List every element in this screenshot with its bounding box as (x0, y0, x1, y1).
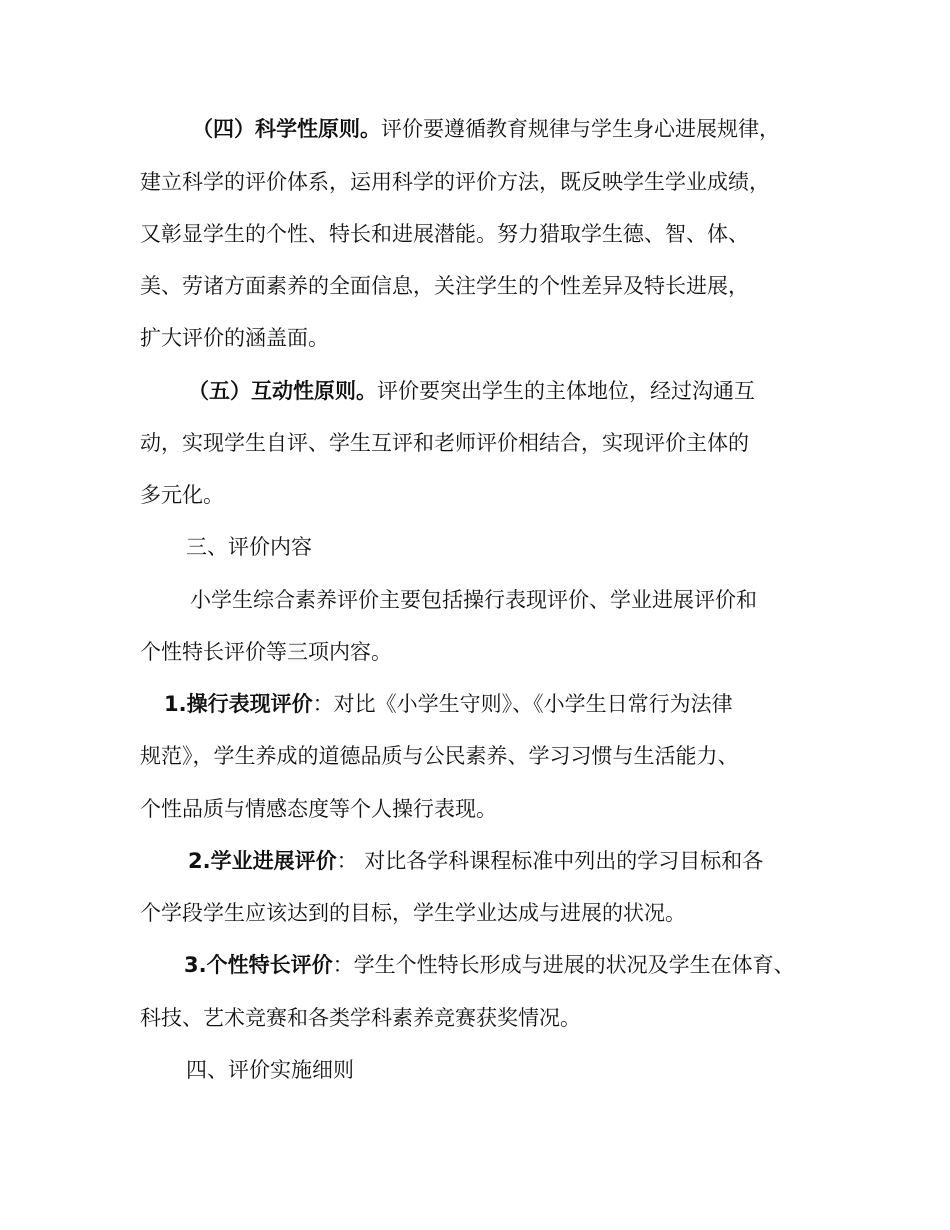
item-1-line-2: 规范》，学生养成的道德品质与公民素养、学习习惯与生活能力、 (140, 744, 739, 768)
item-1-line-1 (164, 690, 733, 718)
item-3-line-2: 科技、艺术竞赛和各类学科素养竞赛获奖情况。 (140, 1006, 581, 1030)
part-3-intro-line-1: 小学生综合素养评价主要包括操行表现评价、学业进展评价和 (190, 588, 757, 612)
section-4-line-1 (192, 115, 780, 143)
section-4-text: 评价要遵循教育规律与学生身心进展规律， (381, 117, 780, 141)
item-1-line-3: 个性品质与情感态度等个人操行表现。 (140, 797, 497, 821)
item-3-text: ：学生个性特长形成与进展的状况及学生在体育、 (332, 953, 795, 977)
section-5-line-3: 多元化。 (140, 483, 224, 507)
item-1-text: ：对比《小学生守则》、《小学生日常行为法律 (312, 692, 733, 716)
section-4-line-5: 扩大评价的涵盖面。 (140, 326, 329, 350)
section-5-line-2: 动，实现学生自评、学生互评和老师评价相结合，实现评价主体的 (140, 431, 749, 455)
section-4-line-3: 又彰显学生的个性、特长和进展潜能。努力猎取学生德、智、体、 (140, 222, 749, 246)
section-4-heading: （四）科学性原则。 (192, 117, 381, 141)
section-4-line-4: 美、劳诸方面素养的全面信息，关注学生的个性差异及特长进展， (140, 274, 749, 298)
section-5-text: 评价要突出学生的主体地位，经过沟通互 (377, 379, 755, 403)
item-2-line-1 (188, 847, 763, 875)
item-1-heading: 1.操行表现评价 (164, 692, 313, 716)
item-2-text: ： 对比各学科课程标准中列出的学习目标和各 (336, 849, 764, 873)
item-3-heading: 3.个性特长评价 (184, 953, 333, 977)
section-4-line-2: 建立科学的评价体系，运用科学的评价方法，既反映学生学业成绩， (140, 170, 770, 194)
item-2-line-2: 个学段学生应该达到的目标，学生学业达成与进展的状况。 (140, 901, 686, 925)
section-5-line-1 (188, 377, 755, 405)
item-2-heading: 2.学业进展评价 (188, 849, 337, 873)
item-3-line-1 (184, 951, 795, 979)
part-3-intro-line-2: 个性特长评价等三项内容。 (140, 640, 392, 664)
part-3-title: 三、评价内容 (186, 535, 312, 559)
part-4-title: 四、评价实施细则 (186, 1058, 354, 1082)
section-5-heading: （五）互动性原则。 (188, 379, 377, 403)
